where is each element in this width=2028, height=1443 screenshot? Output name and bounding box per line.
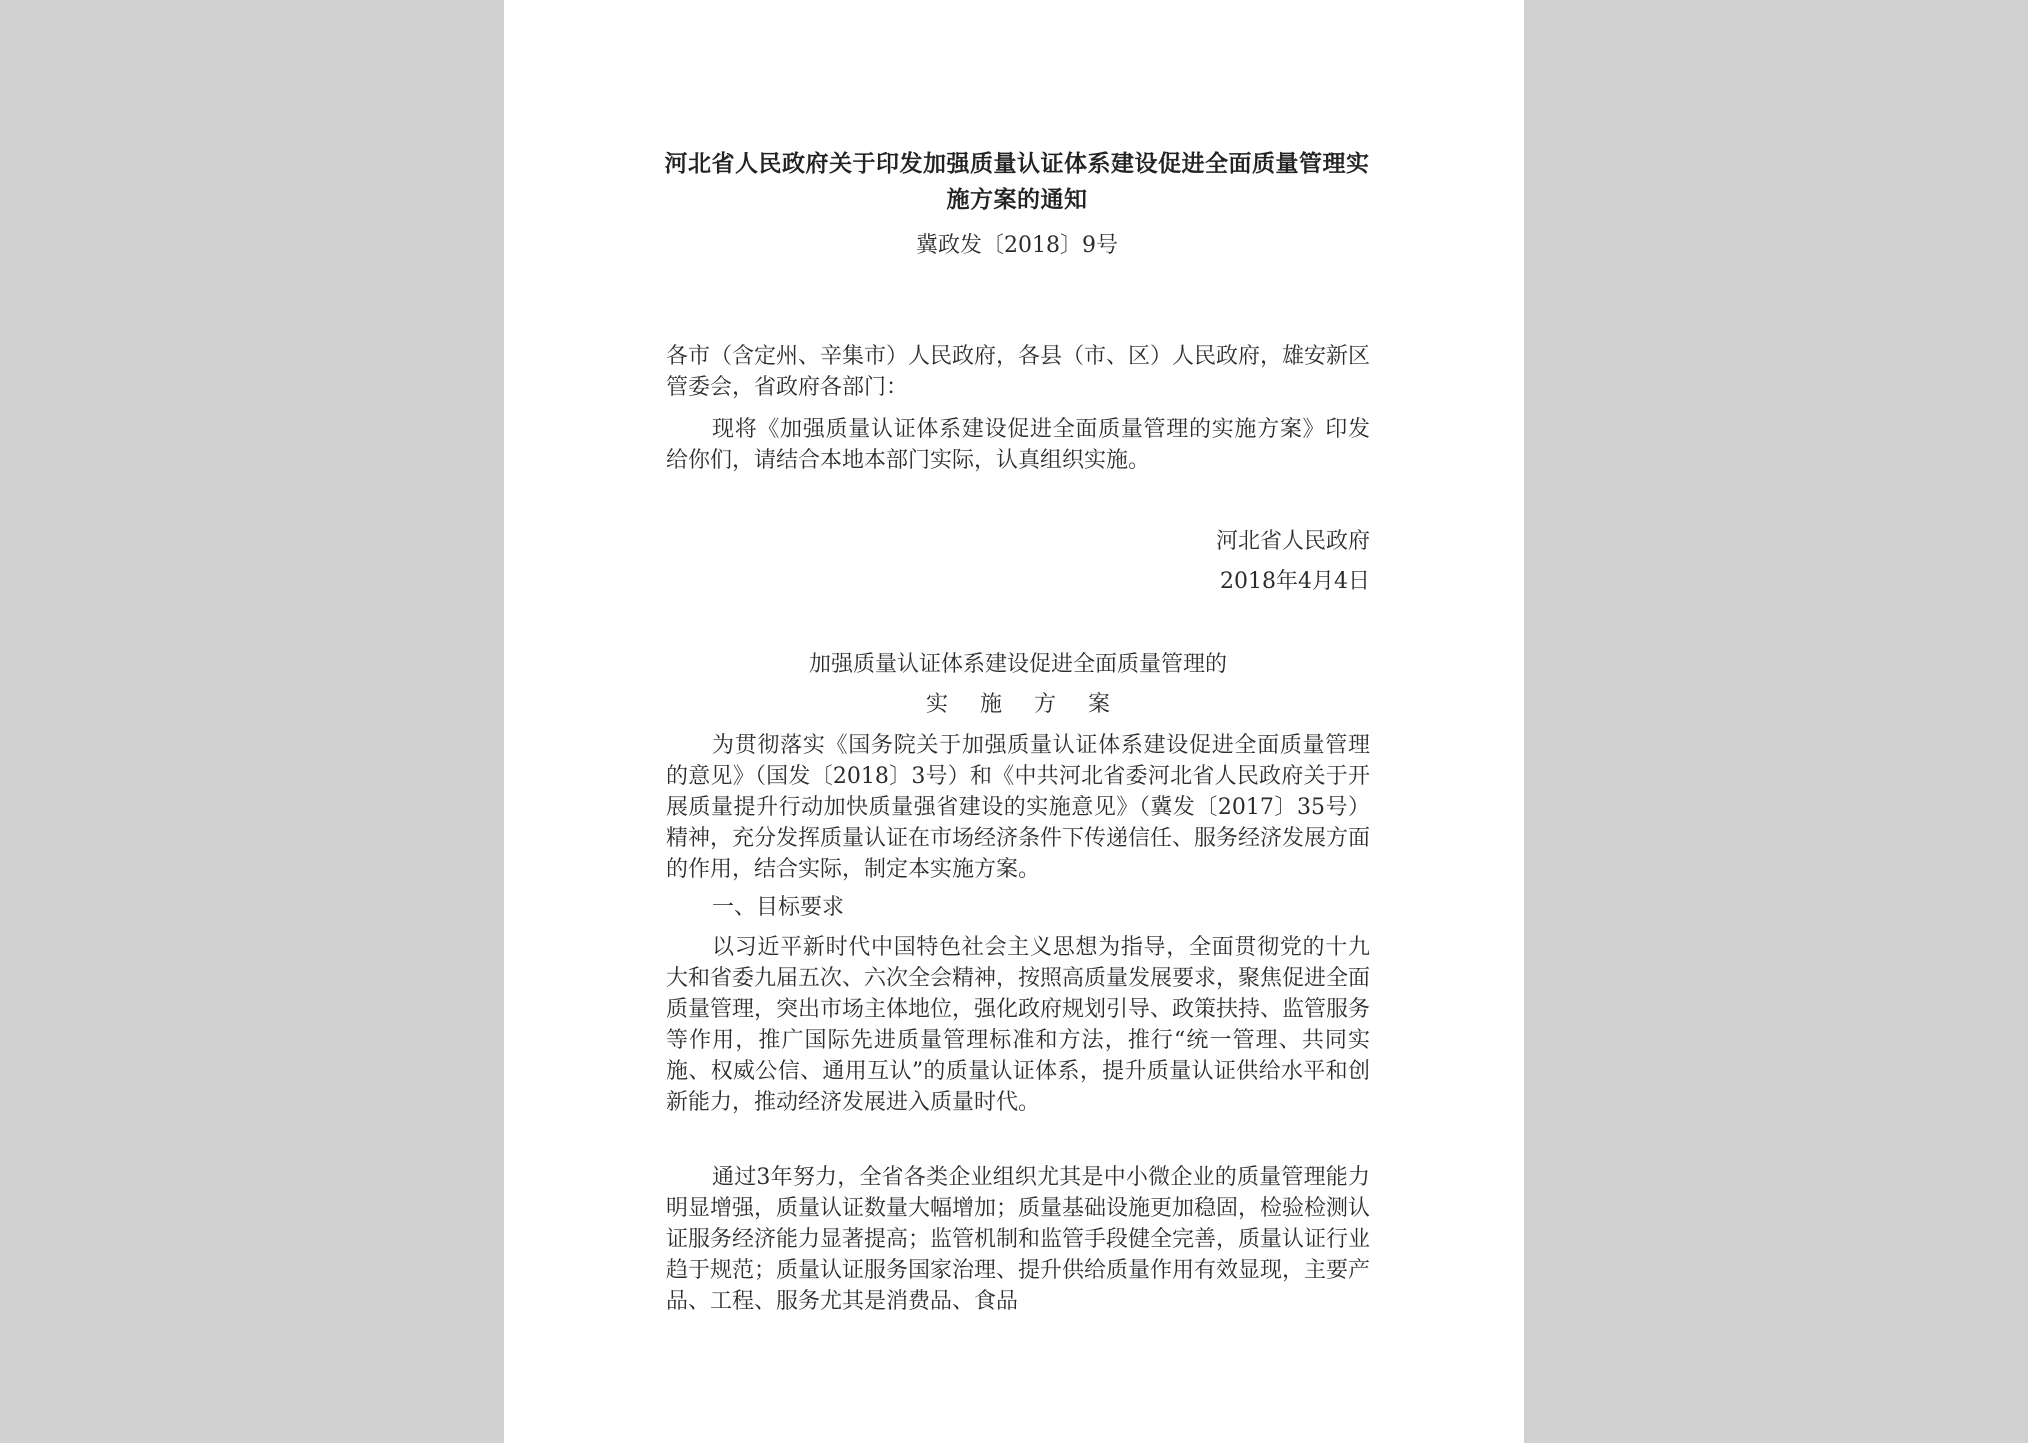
document-title: 河北省人民政府关于印发加强质量认证体系建设促进全面质量管理实施方案的通知 [664, 150, 1370, 213]
paragraph-1: 为贯彻落实《国务院关于加强质量认证体系建设促进全面质量管理的意见》（国发〔2018〕3号）和《中共河北省委河北省人民政府关于开展质量提升行动加快质量强省建设的实施意见》（冀发〔2017〕35号）精神，充分发挥质量认证在市场经济条件下传递信任、服务经济发展方面的作用，结合实际，制定本实施方案。 [666, 733, 1371, 882]
issuer: 河北省人民政府 [1215, 529, 1370, 554]
section-1-heading: 一、目标要求 [712, 895, 845, 920]
plan-title-line2: 实施方案 [925, 692, 1142, 717]
issue-date: 2018年4月4日 [1220, 569, 1370, 594]
paragraph-2: 以习近平新时代中国特色社会主义思想为指导，全面贯彻党的十九大和省委九届五次、六次全会精神，按照高质量发展要求，聚焦促进全面质量管理，突出市场主体地位，强化政府规划引导、政策扶持、监管服务等作用，推广国际先进质量管理标准和方法，推行“统一管理、共同实施、权威公信、通用互认”的质量认证体系，提升质量认证供给水平和创新能力，推动经济发展进入质量时代。 [666, 935, 1371, 1115]
document-page [504, 0, 1524, 1443]
intro-paragraph: 现将《加强质量认证体系建设促进全面质量管理的实施方案》印发给你们，请结合本地本部门实际，认真组织实施。 [666, 417, 1370, 473]
document-number: 冀政发〔2018〕9号 [916, 233, 1118, 258]
recipients: 各市（含定州、辛集市）人民政府，各县（市、区）人民政府，雄安新区管委会，省政府各部门： [666, 344, 1371, 400]
paragraph-3: 通过3年努力，全省各类企业组织尤其是中小微企业的质量管理能力明显增强，质量认证数量大幅增加；质量基础设施更加稳固，检验检测认证服务经济能力显著提高；监管机制和监管手段健全完善，质量认证行业趋于规范；质量认证服务国家治理、提升供给质量作用有效显现，主要产品、工程、服务尤其是消费品、食品 [666, 1165, 1371, 1314]
plan-title-line1: 加强质量认证体系建设促进全面质量管理的 [808, 652, 1227, 677]
